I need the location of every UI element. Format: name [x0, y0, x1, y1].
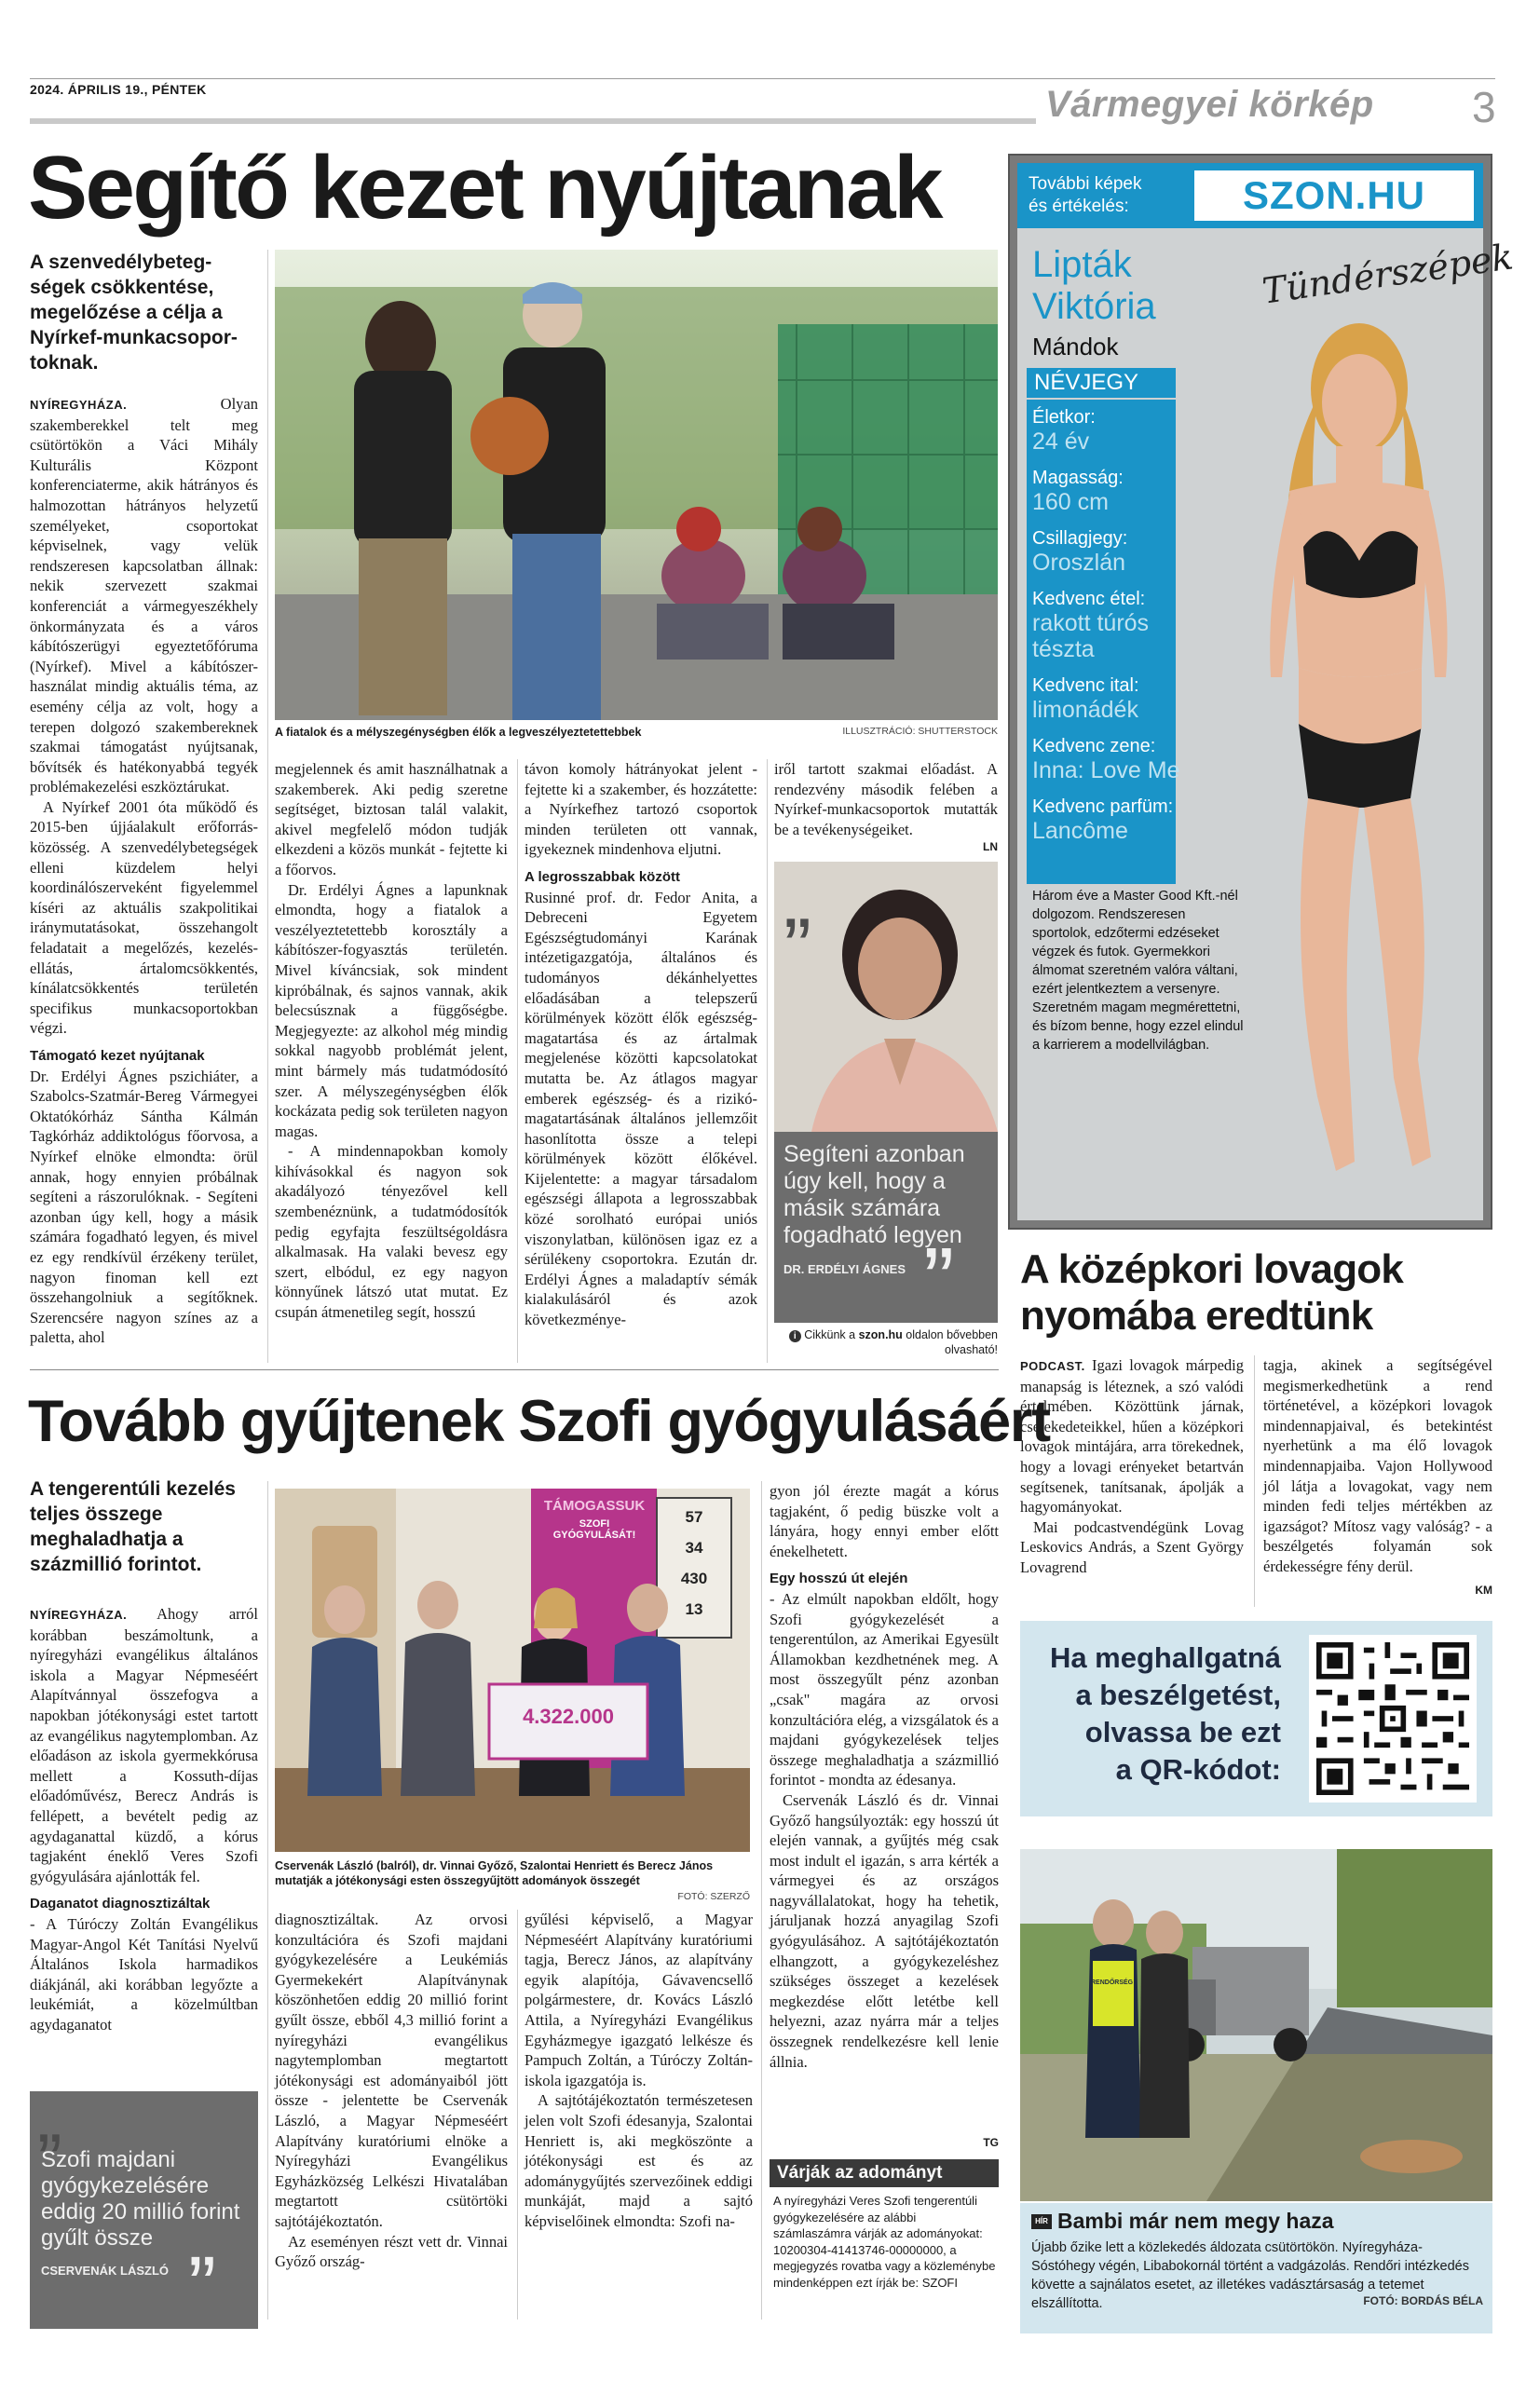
article1-col1-subhead: Támogató kezet nyújtanak	[30, 1048, 205, 1064]
col-divider	[517, 1910, 518, 2320]
scoreboard-row: 430	[680, 1570, 708, 1587]
more-note-text-1: Cikkünk a	[804, 1328, 856, 1341]
article2-lead: A tengerentúli kezelés teljes összege meghaladhatja a százmillió forintot.	[30, 1478, 236, 1575]
qr-box	[1020, 1621, 1492, 1816]
qr-text	[1039, 1639, 1281, 1789]
field-height	[1032, 468, 1195, 515]
check-amount: 4.322.000	[523, 1705, 614, 1728]
article2-col4-p1: gyon jól érezte magát a kórus tagjaként, ő pedig büszke volt a lányára, hogy ennyi ember előtt énekelhetett.	[770, 1482, 999, 1560]
article2-col1-p2: - A Túróczy Zoltán Evangélikus Magyar-Angol Két Tanítási Nyelvű Általános Iskola harmadikos diákjánál, aki korábban legyőzte a leukémiát, a közelmúltban agydaganatot	[30, 1914, 258, 2034]
field-value: 24 év	[1032, 429, 1090, 455]
col-divider	[1254, 1355, 1255, 1607]
field-label: Kedvenc étel:	[1032, 589, 1146, 609]
qr-text-line: olvassa be ezt	[1084, 1716, 1281, 1748]
bambi-badge: HÍR	[1031, 2214, 1052, 2229]
article1-col3-p1: távon komoly hátrányokat jelent - fejtette ki a szakember, és hozzátette: a Nyírkefhez tartozó csoportok minden területen ott vannak, igyekeznek mindenhova eljutni.	[525, 760, 757, 859]
beauty-banner	[1017, 163, 1483, 228]
beauty-town: Mándok	[1032, 333, 1119, 361]
beauty-bio: Három éve a Master Good Kft.-nél dolgozom. Rendszeresen sportolok, edzőtermi edzéseket végzek és futok. Gyermekkori álmomat szeretném valóra váltani, ezért jelentkeztem a versenyre. Szeretném magam megmérettetni, és bízom benne, hogy ezzel elindul a karrierem a modellvilágban.	[1032, 889, 1244, 1053]
col-divider	[267, 1481, 268, 2320]
knights-col1	[1020, 1355, 1244, 1578]
banner-top: TÁMOGASSUK	[543, 1498, 646, 1514]
article1-headline: Segítő kezet nyújtanak	[28, 138, 941, 238]
article1-col2-p2: Dr. Erdélyi Ágnes a lapunknak elmondta, hogy a fiatalok a veszélyeztetettebb korosztály a kábítószer-fogyasztás területén. Mivel kíváncsiak, sok mindent kipróbálnak, és sajnos vannak, akik belecsúsznak a függőségbe. Megjegyezte: az alkohol még mindig sokkal nagyobb problémát jelent, mint bármely más tudatmódosító szer. A mélyszegénységben élők kockázata pedig sok területen nagyon magas.	[275, 880, 508, 1140]
beauty-site-button[interactable]: SZON.HU	[1194, 170, 1474, 221]
article2-dateline: NYÍREGYHÁZA.	[30, 1608, 128, 1622]
article2-col1-p1: Ahogy arról korábban beszámoltunk, a nyíregyházi evangélikus általános iskola a Magyar Népmeséért Alapítvánnyal összefogva a napokban jótékonysági estet tartott az evangélikus nagytemplomban. Az előadáson az iskola gyermekkórusa mellett a Kossuth-díjas előadóművész, Berecz András is fellépett, a bevételt pedig az agydaganattal küzdő, a kórus tagjaként éneklő Veres Szofi gyógyulására ajánlották fel.	[30, 1605, 258, 1885]
quote-close-icon: ”	[923, 1229, 955, 1323]
qr-text-line: Ha meghallgatná	[1049, 1641, 1281, 1674]
roadside-deer-photo	[1020, 1849, 1492, 2201]
article1-col1-p2: A Nyírkef 2001 óta működő és 2015-ben újjáalakult erőforrás-közösség. A szenvedélybetegségek elleni küzdelem helyi koordinálószerveként figyelemmel kíséri az aktuális szakpolitikai iránymutatásokat, összehangolt feladatait a megelőzés, kezelés-ellátás, ártalomcsökkentés, kínálatcsökkentés területén specifikus munkacsoportokban végzi.	[30, 797, 258, 1038]
donation-box	[770, 2159, 999, 2327]
article2-col4-p2: - Az elmúlt napokban eldőlt, hogy Szofi gyógykezelését a tengerentúlon, az Amerikai Egyesült Államokban kezdhetnének meg. A most összegyűlt pénz azonban „csak" magára az orvosi konzultációra elég, a vizsgálatok és a majdani gyógykezelések teljes összege meghaladhatja a százmillió forintot - mondta az édesanya.	[770, 1589, 999, 1789]
article1-photo-credit: ILLUSZTRÁCIÓ: SHUTTERSTOCK	[842, 726, 998, 737]
field-sign	[1032, 528, 1195, 576]
article1-col3-p2: Rusinné prof. dr. Fedor Anita, a Debreceni Egyetem Egészségtudományi Karának intézetigazgatója, általános és tudományos dékánhelyettes előadásában a telepszerű körülmények között élők egészség-magatartása és az ártalmak megjelenése közötti kapcsolatokat mutatta be. Az átlagos magyar emberek egészség- és a rizikó-magatartásának általános jellemzőit hasonlította össze a telepi körülmények között élőkével. Kijelentette: a magyar társadalom egészségi állapota a legrosszabbak közé sorolható európai uniós viszonylatban, különösen igaz ez a sérülékeny csoportokra. Ezután dr. Erdélyi Ágnes a maladaptív sémák kialakulásáról és azok következménye-	[525, 888, 757, 1329]
col-divider	[517, 759, 518, 1363]
section-divider	[30, 1369, 999, 1370]
beauty-more-label-1: További képek	[1029, 174, 1142, 194]
bambi-brief	[1020, 2203, 1492, 2333]
field-value: Lancôme	[1032, 818, 1128, 844]
knights-signature: KM	[1475, 1584, 1492, 1597]
article1-signature: LN	[983, 840, 998, 853]
field-value: limonádék	[1032, 697, 1138, 723]
article1-col1	[30, 394, 258, 1348]
article1-col4	[774, 759, 998, 839]
knights-dateline: PODCAST.	[1020, 1359, 1085, 1373]
article2-col4	[770, 1481, 999, 2072]
article1-more-note	[774, 1327, 998, 1357]
knights-col1-p2: Mai podcastvendégünk Lovag Leskovics András, a Szent György Lovagrend	[1020, 1517, 1244, 1576]
article2-signature: TG	[983, 2136, 999, 2149]
article1-col3	[525, 759, 757, 1330]
article2-photo-caption: Cservenák László (balról), dr. Vinnai Győző, Szalontai Henriett és Berecz János mutatják a jótékonysági esten összegyűjtött adományok összegét	[275, 1859, 714, 1887]
article1-quote-author: DR. ERDÉLYI ÁGNES	[783, 1262, 906, 1276]
article2-col3	[525, 1910, 753, 2232]
article2-photo	[275, 1489, 750, 1852]
article1-col1-p1: Olyan szakemberekkel telt meg csütörtökön a Váci Mihály Kulturális Központ konferenciaterme, akik hátrányos és halmozottan hátrányos helyzetű személyeket, csoportokat képviselnek, vagy velük rendszeresen kapcsolatban állnak: nekik szervezett szakmai konferenciát a vármegyeszékhely önkormányzata és a város kábítószerügyi egyeztetőfóruma (Nyírkef). Mivel a kábítószer-használat mindig aktuális téma, az esemény célja az volt, hogy a terepen dolgozó szakembereknek szakmai támogatást nyújtsanak, bővítsék és hatékonyabbá tegyék problémakezelési eszköztárukat.	[30, 395, 258, 796]
article1-photo-caption: A fiatalok és a mélyszegénységben élők a legveszélyeztetettebbek	[275, 726, 642, 739]
field-age	[1032, 407, 1195, 455]
beauty-more-label-2: és értékelés:	[1029, 197, 1129, 216]
article2-col1-subhead: Daganatot diagnosztizáltak	[30, 1896, 211, 1912]
donation-text: A nyíregyházi Veres Szofi tengerentúli gyógykezelésére az alábbi számlaszámra várják az adományokat: 10200304-41413746-00000000, a megjegyzés rovatba vagy a közleménybe mindenképpen ezt írják be: SZOFI	[773, 2194, 996, 2290]
scoreboard-row: 34	[685, 1539, 703, 1557]
beauty-last-name: Viktória	[1032, 286, 1156, 327]
article2-col2	[275, 1910, 508, 2272]
field-drink	[1032, 675, 1195, 723]
article1-quote-box	[774, 862, 998, 1323]
field-music	[1032, 736, 1195, 783]
model-photo	[1178, 239, 1485, 1218]
article1-col4-p1: iről tartott szakmai előadást. A rendezvény második felében a Nyírkef-munkacsoportok mutatták be a tevékenységeiket.	[774, 760, 998, 838]
article1-photo	[275, 250, 998, 720]
qr-text-line: a QR-kódot:	[1115, 1753, 1281, 1786]
field-food	[1032, 589, 1195, 662]
article1-lead: A szenvedélybeteg-ségek csökkentése, megelőzése a célja a Nyírkef-munkacsopor-toknak.	[30, 252, 238, 374]
article1-col2-p3: - A mindennapokban komoly kihívásokkal és nagyon sok akadályozó tényezővel kell szembenéznünk, a tudatmódosítók pedig egyfajta feszültségoldásra alkalmasak. Ha valaki bevesz egy szert, elbódul, ez egy nagyon könnyűnek látszó utat mutat. Ez csupán átmenetileg segít, hosszú	[275, 1142, 508, 1322]
scoreboard-row: 13	[685, 1600, 703, 1618]
page-date: 2024. ÁPRILIS 19., PÉNTEK	[30, 82, 207, 97]
article2-quote-author: CSERVENÁK LÁSZLÓ	[41, 2264, 169, 2278]
more-note-site: szon.hu	[858, 1328, 903, 1341]
article1-col3-subhead: A legrosszabbak között	[525, 868, 680, 885]
article2-col4-p3: Cservenák László és dr. Vinnai Győző hangsúlyozták: egy hosszú út elején vannak, a gyűjtés még csak most indult el igazán, s arra kérték a vármegyei és az országos nagyvállalatokat, hogy ha tehetik, járuljanak hozzá anyagilag Szofi gyógyulásához. A sajtótájékoztatón elhangzott, a gyógykezeléshez szükséges összeget a kezelések megkezdése előtt letétbe kell helyezni, azaz nyárra már a teljes összegnek rendelkezésre kell lenie állnia.	[770, 1790, 999, 2071]
donation-title: Várják az adományt	[770, 2159, 999, 2187]
article2-col2-p1: diagnosztizáltak. Az orvosi konzultációra és Szofi majdani gyógykezelésére a Leukémiás Gyermekekért Alapítványnak köszönhetően eddig 20 millió forint gyűlt össze, ebből 4,3 millió forint a nyíregyházi evangélikus nagytemplomban megtartott jótékonysági est adományaiból jött össze - jelentette be Cservenák László, a Magyar Népmeséért Alapítvány kuratóriumi elnöke a Nyíregyházi Evangélikus Egyházközség Lelkészi Hivatalában megtartott csütörtöki sajtótájékoztatón.	[275, 1911, 508, 2230]
article2-photo-credit: FOTÓ: SZERZŐ	[677, 1891, 750, 1902]
field-label: Életkor:	[1032, 407, 1096, 428]
article2-col4-subhead: Egy hosszú út elején	[770, 1571, 908, 1587]
beauty-sidebar	[1008, 154, 1516, 1230]
field-value: Oroszlán	[1032, 550, 1126, 576]
beauty-brand: Tündérszépek	[1260, 236, 1516, 312]
bambi-photo	[1020, 1849, 1492, 2201]
article1-dateline: NYÍREGYHÁZA.	[30, 398, 128, 412]
field-label: Magasság:	[1032, 468, 1124, 488]
article1-col1-p3: Dr. Erdélyi Ágnes pszichiáter, a Szabolcs-Szatmár-Bereg Vármegyei Oktatókórház Sántha Kálmán Tagkórház addiktológus főorvosa, a Nyírkef elnöke elmondta: örül annak, hogy ennyien próbálnak segíteni a rászorulóknak. - Segíteni azonban úgy kell, hogy a másik számára fogadható legyen, és mivel ez egy rendkívül érzékeny terület, nagyon finoman kell ezt összehangolniuk a segítőknek. Szerencsére nagyon színes az a paletta, ahol	[30, 1067, 258, 1347]
knights-col2-text: tagja, akinek a segítségével megismerkedhetünk a rend történetével, a középkori lovagok mindennapjaival, és betekintést nyerhetünk a ma élő lovagok mindennapjaiba. Vajon Hollywood jól látja a lovagokat, vagy nem minden fedi teljes mértékben az igazságot? Mítosz vagy valóság? - a beszélgetés folyamán sok érdekességre fény derül.	[1263, 1356, 1492, 1575]
field-label: Kedvenc ital:	[1032, 675, 1139, 696]
article1-quote-text: Segíteni azonban úgy kell, hogy a másik számára fogadható legyen	[783, 1141, 965, 1248]
article2-col1	[30, 1604, 258, 2034]
field-label: Kedvenc zene:	[1032, 736, 1156, 756]
article2-col2-p2: Az eseményen részt vett dr. Vinnai Győző ország-	[275, 2232, 508, 2271]
section-title: Vármegyei körkép	[1045, 84, 1374, 125]
field-value: 160 cm	[1032, 489, 1109, 515]
article1-col2	[275, 759, 508, 1323]
article2-col3-p2: A sajtótájékoztatón természetesen jelen volt Szofi édesanyja, Szalontai Henriett is, aki megköszönte a jótékonysági est és az adománygyűjtés szervezőinek eddigi munkáját, majd a sajtó képviselőinek elmondta: Szofi na-	[525, 2091, 753, 2230]
article2-col3-p1: gyűlési képviselő, a Magyar Népmeséért Alapítvány kuratóriumi tagja, Berecz János, az alapítvány egyik alapítója, Gávavencsellő polgármestere, dr. Kovács László Attila, a Nyíregyházi Evangélikus Egyházmegye igazgató lelkésze és Pampuch Zoltán, a Túróczy Zoltán-iskola igazgatója is.	[525, 1911, 753, 2089]
bambi-credit: FOTÓ: BORDÁS BÉLA	[1363, 2294, 1483, 2307]
field-value: rakott túrós tészta	[1032, 610, 1150, 662]
field-label: Csillagjegy:	[1032, 528, 1128, 549]
article2-headline: Tovább gyűjtenek Szofi gyógyulásáért	[28, 1389, 1050, 1454]
youths-photo-illustration	[275, 250, 998, 720]
field-perfume	[1032, 796, 1195, 844]
beauty-fields	[1032, 407, 1195, 857]
quote-open-icon: „	[783, 862, 811, 946]
col-divider	[767, 759, 768, 1363]
bambi-headline: Bambi már nem megy haza	[1057, 2209, 1334, 2233]
article2-quote-box	[30, 2075, 258, 2333]
bambi-text: Újabb őzike lett a közlekedés áldozata csütörtökön. Nyíregyháza-Sóstóhegy végén, Libabokornál történt a vadgázolás. Rendőri intézkedés követte a sajnálatos esetet, az illetékes vadásztársaság a tetemet elszállította.	[1031, 2240, 1469, 2311]
col-divider	[761, 1481, 762, 2320]
article1-col2-p1: megjelennek és amit használhatnak a szakemberek. Aki pedig szeretne segítséget, biztosan talál valakit, akivel megfelelő módon tudják elkezdeni a közös munkát - fejtette ki a főorvos.	[275, 760, 508, 878]
police-label: RENDŐRSÉG	[1091, 1979, 1134, 1986]
article2-quote-text: Szofi majdani gyógykezelésére eddig 20 millió forint gyűlt össze	[41, 2147, 240, 2251]
knights-headline-2: nyomába eredtünk	[1020, 1293, 1373, 1339]
knights-col1-text: Igazi lovagok márpedig manapság is léteznek, a szó valódi értelmében. Közöttünk járnak, cselekedeteikkel, hűen a középkori lovagok mintájára, arra törekednek, hogy a lovagi erényeket betartván segítsenek, tanítsanak, ápolják a hagyományokat.	[1020, 1356, 1245, 1517]
page-number: 3	[1472, 83, 1496, 131]
banner-mid: SZOFI GYÓGYULÁSÁT!	[552, 1518, 636, 1541]
qr-text-line: a beszélgetést,	[1075, 1679, 1281, 1711]
knights-headline-1: A középkori lovagok	[1020, 1246, 1404, 1292]
field-value: Inna: Love Me	[1032, 757, 1180, 783]
header-bar	[30, 118, 1036, 124]
qr-code[interactable]	[1309, 1635, 1477, 1803]
col-divider	[267, 250, 268, 1363]
scoreboard-row: 57	[685, 1508, 703, 1526]
field-label: Kedvenc parfüm:	[1032, 796, 1174, 817]
scoreboard	[657, 1502, 731, 1625]
more-note-text-2: oldalon bővebben olvasható!	[906, 1328, 998, 1356]
qr-code-icon	[1316, 1642, 1469, 1795]
knights-col2	[1263, 1355, 1492, 1577]
beauty-card-label: NÉVJEGY	[1027, 368, 1176, 398]
header-rule	[30, 78, 1495, 79]
info-icon: i	[789, 1330, 801, 1342]
quote-open-icon: „	[37, 2075, 62, 2157]
quote-close-icon: ”	[188, 2240, 216, 2333]
beauty-first-name: Lipták	[1032, 244, 1132, 285]
